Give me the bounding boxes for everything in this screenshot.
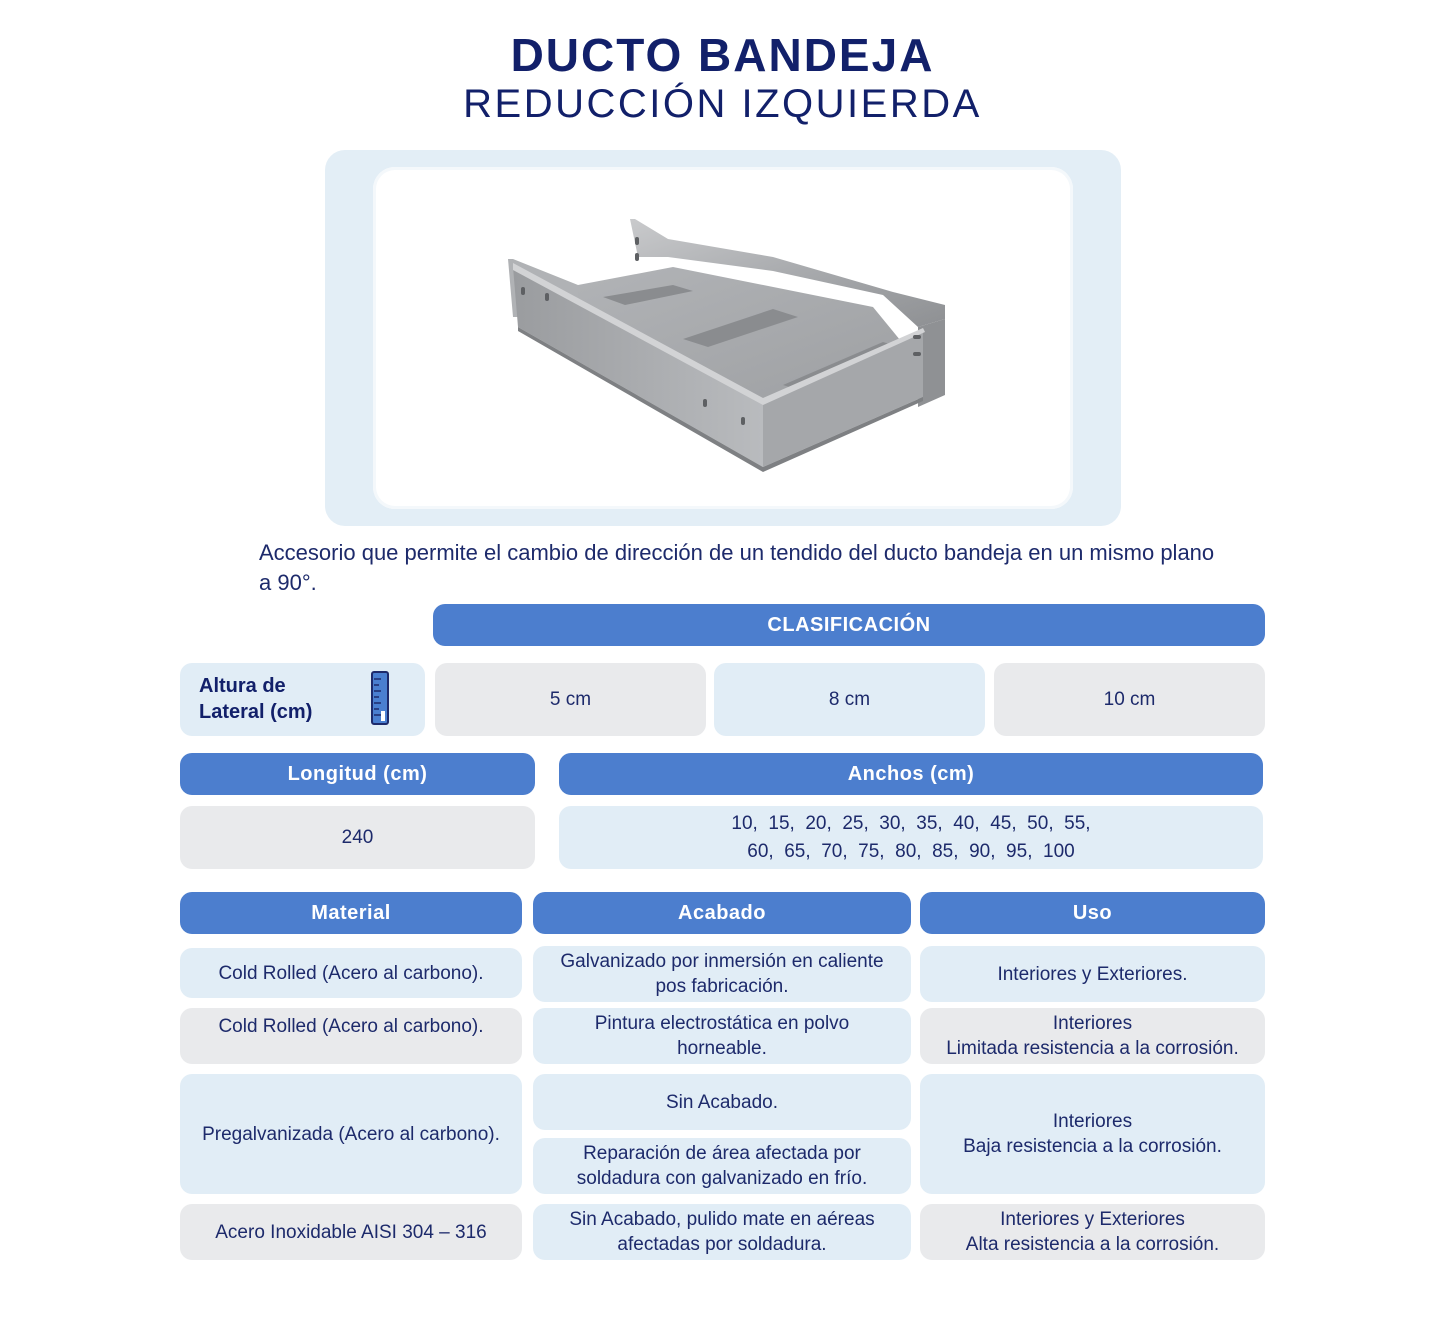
altura-lateral-label: Altura de Lateral (cm) <box>199 675 313 723</box>
row3-acabado-reparacion: Reparación de área afectada por soldadura con galvanizado en frío. <box>533 1138 911 1194</box>
acabado-header: Acabado <box>533 892 911 934</box>
row2-uso: Interiores Limitada resistencia a la corrosión. <box>920 1008 1265 1064</box>
longitud-value: 240 <box>180 806 535 869</box>
product-image-panel <box>373 167 1073 509</box>
row4-uso: Interiores y Exteriores Alta resistencia a la corrosión. <box>920 1204 1265 1260</box>
altura-10cm: 10 cm <box>994 663 1265 736</box>
row3-acabado: Sin Acabado. <box>533 1074 911 1130</box>
altura-5cm: 5 cm <box>435 663 706 736</box>
longitud-header: Longitud (cm) <box>180 753 535 795</box>
anchos-header: Anchos (cm) <box>559 753 1263 795</box>
anchos-line-1: 10, 15, 20, 25, 30, 35, 40, 45, 50, 55, <box>731 812 1091 834</box>
altura-8cm: 8 cm <box>714 663 985 736</box>
page-subtitle: REDUCCIÓN IZQUIERDA <box>463 82 982 126</box>
row2-acabado: Pintura electrostática en polvo horneable. <box>533 1008 911 1064</box>
product-image <box>373 167 1073 509</box>
row3-material: Pregalvanizada (Acero al carbono). <box>180 1074 522 1194</box>
anchos-values <box>559 806 1263 869</box>
row4-acabado: Sin Acabado, pulido mate en aéreas afectadas por soldadura. <box>533 1204 911 1260</box>
material-header: Material <box>180 892 522 934</box>
row1-acabado: Galvanizado por inmersión en caliente pos fabricación. <box>533 946 911 1002</box>
row1-material: Cold Rolled (Acero al carbono). <box>180 948 522 998</box>
ruler-icon <box>370 671 390 725</box>
row2-material: Cold Rolled (Acero al carbono). <box>180 1008 522 1064</box>
product-description: Accesorio que permite el cambio de dirección de un tendido del ducto bandeja en un mismo plano a 90°. <box>259 540 1215 595</box>
uso-header: Uso <box>920 892 1265 934</box>
row4-material: Acero Inoxidable AISI 304 – 316 <box>180 1204 522 1260</box>
row3-uso: Interiores Baja resistencia a la corrosión. <box>920 1074 1265 1194</box>
page-title: DUCTO BANDEJA <box>510 29 935 81</box>
row1-uso: Interiores y Exteriores. <box>920 946 1265 1002</box>
clasificacion-header: CLASIFICACIÓN <box>433 604 1265 646</box>
anchos-line-2: 60, 65, 70, 75, 80, 85, 90, 95, 100 <box>747 840 1075 862</box>
